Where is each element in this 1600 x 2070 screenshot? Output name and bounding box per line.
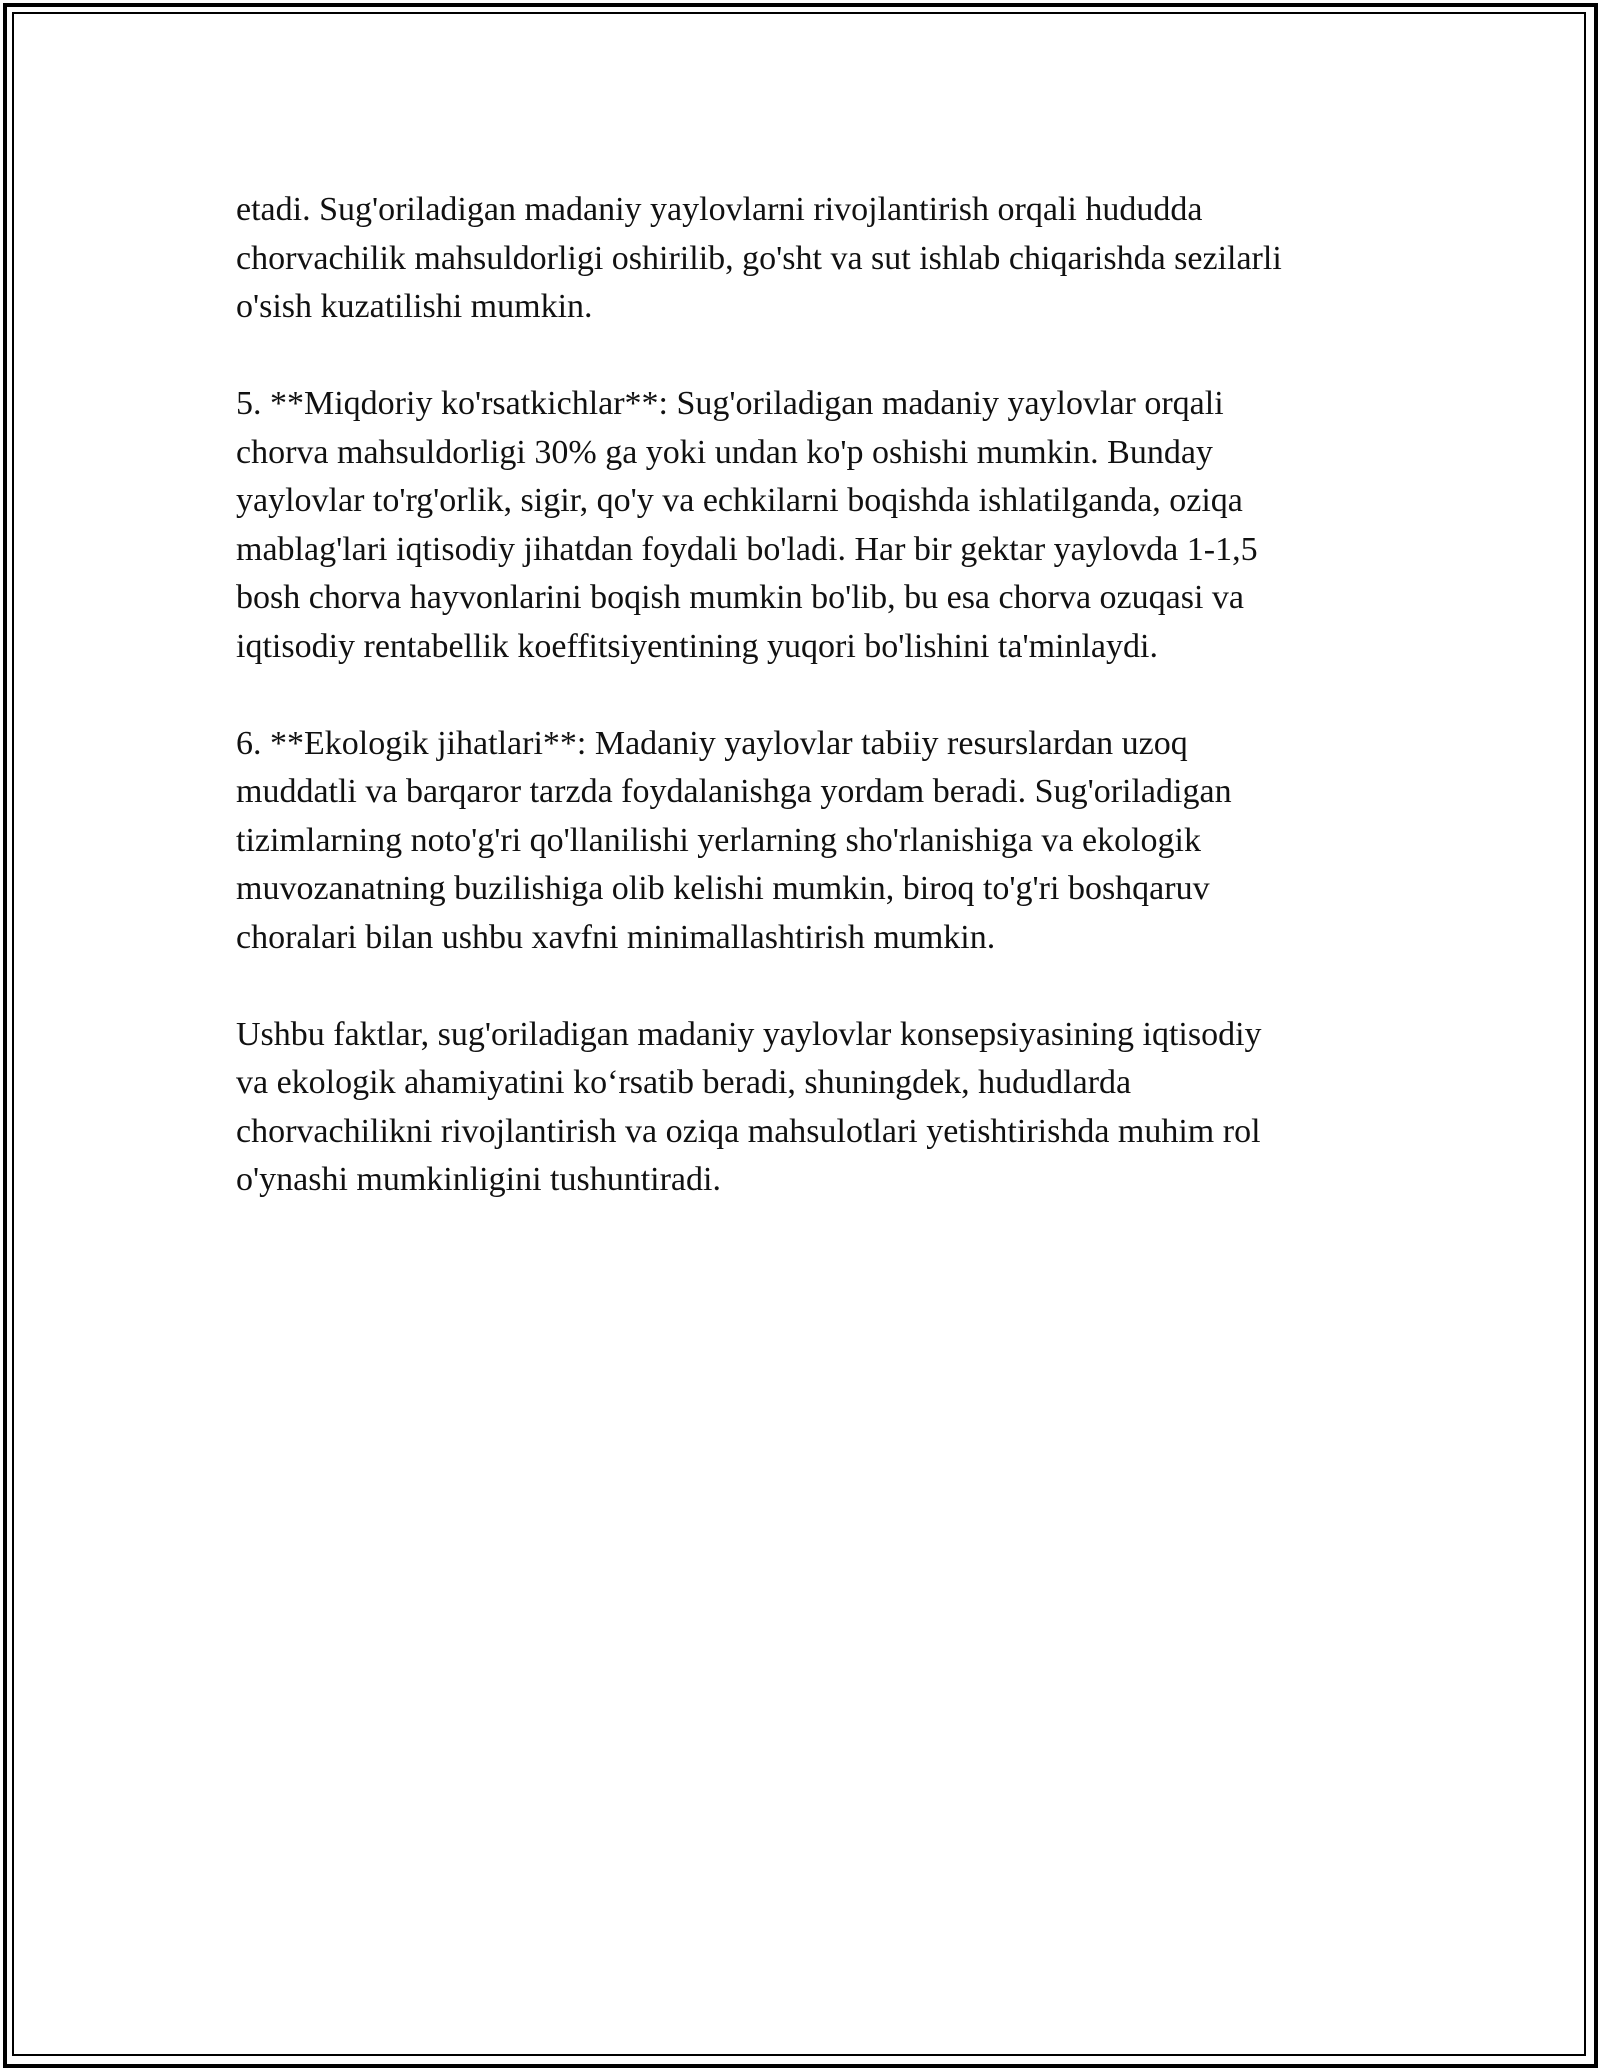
paragraph-ecological-aspects: 6. **Ekologik jihatlari**: Madaniy yaylovlar tabiiy resurslardan uzoq muddatli va barqaror tarzda foydalanishga yordam beradi. Sug'oriladigan tizimlarning noto'g'ri qo'llanilishi yerlarning sho'rlanishiga va ekologik muvozanatning buzilishiga olib kelishi mumkin, biroq to'g'ri boshqaruv choralari bilan ushbu xavfni minimallashtirish mumkin. [236, 724, 1232, 956]
paragraph-quantitative-indicators: 5. **Miqdoriy ko'rsatkichlar**: Sug'oriladigan madaniy yaylovlar orqali chorva mahsuldorligi 30% ga yoki undan ko'p oshishi mumkin. Bunday yaylovlar to'rg'orlik, sigir, qo'y va echkilarni boqishda ishlatilganda, oziqa mablag'lari iqtisodiy jihatdan foydali bo'ladi. Har bir gektar yaylovda 1-1,5 bosh chorva hayvonlarini boqish mumkin bo'lib, bu esa chorva ozuqasi va iqtisodiy rentabellik koeffitsiyentining yuqori bo'lishini ta'minlaydi. [236, 385, 1258, 665]
paragraph-conclusion: Ushbu faktlar, sug'oriladigan madaniy yaylovlar konsepsiyasining iqtisodiy va ekologik ahamiyatini ko‘rsatib beradi, shuningdek, hududlarda chorvachilikni rivojlantirish va oziqa mahsulotlari yetishtirishda muhim rol o'ynashi mumkinligini tushuntiradi. [236, 1015, 1262, 1198]
paragraph-continuation: etadi. Sug'oriladigan madaniy yaylovlarni rivojlantirish orqali hududda chorvachilik mahsuldorligi oshirilib, go'sht va sut ishlab chiqarishda sezilarli o'sish kuzatilishi mumkin. [236, 191, 1282, 325]
document-body [236, 186, 1396, 1253]
